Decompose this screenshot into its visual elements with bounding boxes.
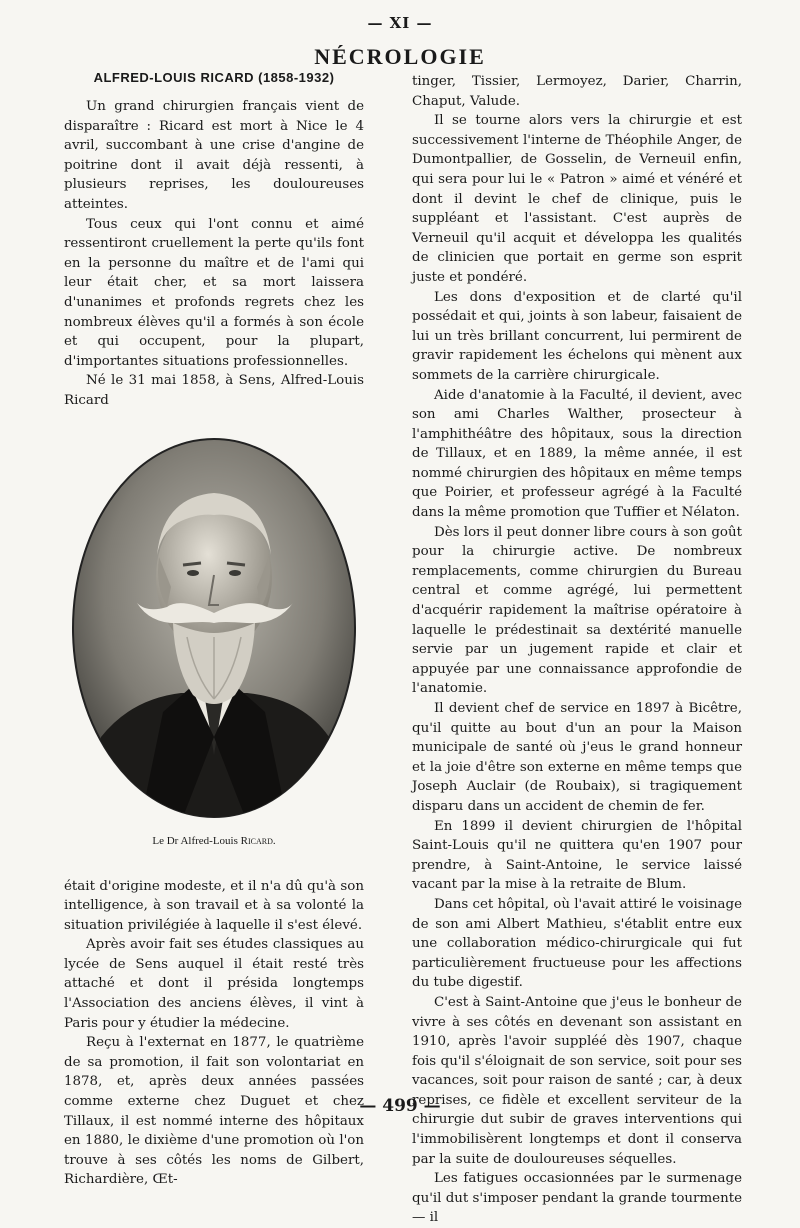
paragraph: Dans cet hôpital, où l'avait attiré le voisinage de son ami Albert Mathieu, s'établit entre eux une collaboration médico-chirurgicale qui fut particulièrement fructueuse pour les affections du tube digestif. (412, 896, 742, 991)
article-title: ALFRED-LOUIS RICARD (1858-1932) (93, 70, 335, 85)
paragraph: Les dons d'exposition et de clarté qu'il possédait et qui, joints à son labeur, faisaient de lui un très brillant concurrent, lui permirent de gravir rapidement les échelons qui mènent aux sommets de la carrière chirurgicale. (412, 289, 742, 383)
portrait-photo (71, 437, 357, 819)
paragraph: Aide d'anatomie à la Faculté, il devient, avec son ami Charles Walther, prosecteur à l'amphithéâtre des hôpitaux, sous la direction de Tillaux, et en 1889, la même année, il est nommé chirurgien des hôpitaux en même temps que Poirier, et professeur agrégé à la Faculté dans la même promotion que Tuffier et Nélaton. (412, 387, 742, 521)
paragraph: Les fatigues occasionnées par le surmenage qu'il dut s'imposer pendant la grande tourmente — il (412, 1171, 742, 1226)
paragraph: Un grand chirurgien français vient de disparaître : Ricard est mort à Nice le 4 avril, succombant à une crise d'angine de poitrine dont il avait déjà ressenti, à plusieurs reprises, les douloureuses atteintes. (64, 99, 364, 212)
caption-name: Ricard. (240, 834, 276, 847)
paragraph: Dès lors il peut donner libre cours à son goût pour la chirurgie active. De nombreux remplacements, comme chirurgien du Bureau central et comme agrégé, lui permettent d'acquérir rapidement la maîtrise opératoire à laquelle le prédestinait sa dextérité manuelle servie par un jugement rapide et clair et appuyée par une connaissance approfondie de l'anatomie. (412, 524, 742, 697)
paragraph: Il se tourne alors vers la chirurgie et est successivement l'interne de Théophile Anger, de Dumontpallier, de Gosselin, de Verneuil enfin, qui sera pour lui le « Patron » aimé et vénéré et dont il devint le chef de clinique, puis le suppléant et l'assistant. C'est auprès de Verneuil qu'il acquit et développa les qualités de clinicien que portait en germe son esprit juste et pondéré. (412, 113, 742, 285)
portrait-illustration (71, 437, 357, 819)
paragraph: C'est à Saint-Antoine que j'eus le bonheur de vivre à ses côtés en devenant son assistant en 1910, après l'avoir suppléé dès 1907, chaque fois qu'il s'éloignait de son service, soit pour ses vacances, soit pour raison de santé ; car, à deux reprises, ce fidèle et excellent serviteur de la chirurgie dut subir de graves interventions qui l'immobilisèrent longtemps et dont il conserva par la suite de douloureuses séquelles. (412, 994, 742, 1167)
paragraph: Reçu à l'externat en 1877, le quatrième de sa promotion, il fait son volontariat en 1878, et, après deux années passées comme externe chez Duguet et chez Tillaux, il est nommé interne des hôpitaux en 1880, le dixième d'une promotion où l'on trouve à ses côtés les noms de Gilbert, Richardière, Œt- (64, 1035, 364, 1188)
page-roman-number: — XI — (367, 14, 433, 32)
portrait-caption (64, 835, 364, 847)
right-column (412, 72, 742, 1228)
page-number: — 499 — (359, 1096, 441, 1116)
paragraph: En 1899 il devient chirurgien de l'hôpital Saint-Louis qu'il ne quittera qu'en 1907 pour prendre, à Saint-Antoine, le service laissé vacant par la mise à la retraite de Blum. (412, 818, 742, 893)
paragraph: Né le 31 mai 1858, à Sens, Alfred-Louis Ricard (64, 373, 364, 408)
paragraph: Après avoir fait ses études classiques au lycée de Sens auquel il était resté très attaché et dont il présida longtemps l'Association des anciens élèves, il vint à Paris pour y étudier la médecine. (64, 937, 364, 1031)
paragraph: tinger, Tissier, Lermoyez, Darier, Charrin, Chaput, Valude. (412, 74, 742, 109)
section-title: NÉCROLOGIE (314, 44, 486, 69)
left-column (64, 70, 364, 1190)
paragraph: Tous ceux qui l'ont connu et aimé ressentiront cruellement la perte qu'ils font en la personne du maître et de l'ami qui leur était cher, et sa mort laissera d'unanimes et profonds regrets chez les nombreux élèves qu'il a formés à son école et qui occupent, pour la plupart, d'importantes situations professionnelles. (64, 216, 364, 369)
caption-prefix: Le Dr Alfred-Louis (152, 834, 238, 847)
paragraph: était d'origine modeste, et il n'a dû qu'à son intelligence, à son travail et à sa volonté la situation privilégiée à laquelle il s'est élevé. (64, 878, 364, 933)
paragraph: Il devient chef de service en 1897 à Bicêtre, qu'il quitte au bout d'un an pour la Maison municipale de santé où j'eus le grand honneur et la joie d'être son externe en même temps que Joseph Auclair (de Roubaix), si tragiquement disparu dans un accident de chemin de fer. (412, 701, 742, 814)
